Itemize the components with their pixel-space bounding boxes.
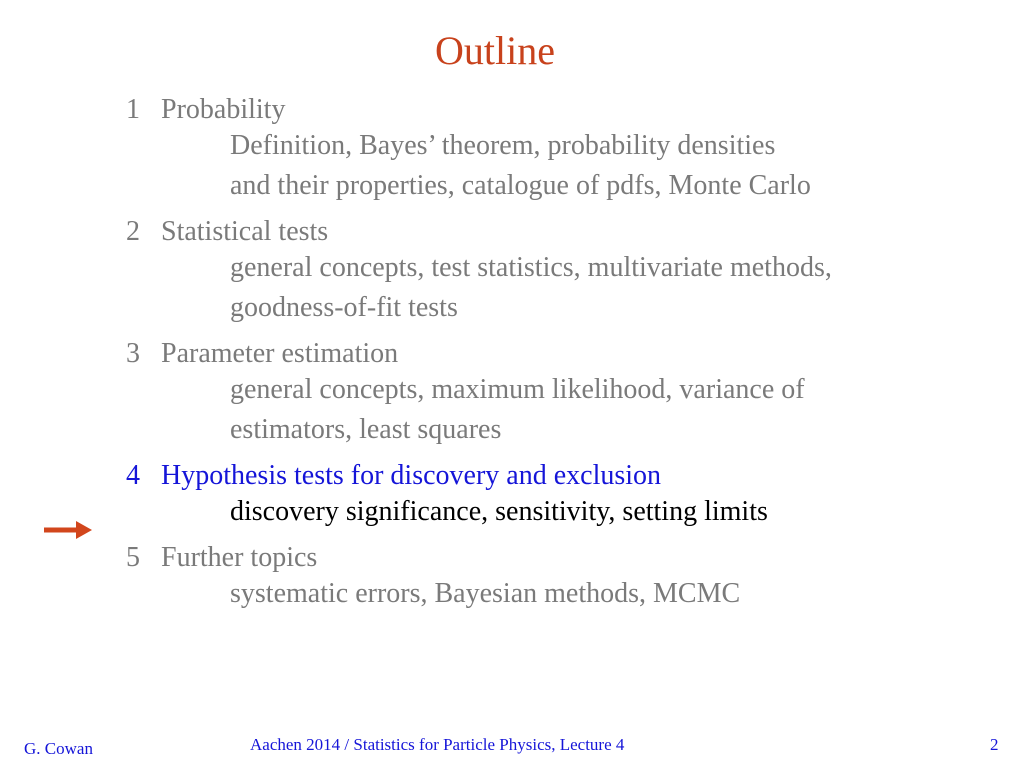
section-heading xyxy=(126,216,1006,248)
outline-section-further-topics xyxy=(126,542,1006,614)
section-heading xyxy=(126,338,1006,370)
footer-lecture-info: Aachen 2014 / Statistics for Particle Physics, Lecture 4 xyxy=(250,735,625,754)
outline-section-parameter-estimation xyxy=(126,338,1006,450)
section-title: Parameter estimation xyxy=(161,338,399,369)
page-number: 2 xyxy=(990,735,999,754)
footer-author: G. Cowan xyxy=(24,739,93,758)
section-heading-active xyxy=(126,460,1006,492)
section-title: Statistical tests xyxy=(161,216,329,247)
section-number: 2 xyxy=(126,216,140,247)
outline-section-hypothesis-tests xyxy=(126,460,1006,532)
slide-title: Outline xyxy=(435,28,555,73)
section-number: 5 xyxy=(126,542,140,573)
right-arrow-icon xyxy=(42,514,94,546)
section-detail-line: general concepts, test statistics, multivariate methods, xyxy=(230,252,832,283)
section-title: Further topics xyxy=(161,542,318,573)
section-detail-line: discovery significance, sensitivity, setting limits xyxy=(230,496,768,527)
section-detail-line: and their properties, catalogue of pdfs, Monte Carlo xyxy=(230,170,811,201)
section-number: 1 xyxy=(126,94,140,125)
section-title: Probability xyxy=(161,94,286,125)
section-detail-line: general concepts, maximum likelihood, variance of xyxy=(230,374,805,405)
section-detail-line: estimators, least squares xyxy=(230,414,502,445)
outline-section-statistical-tests xyxy=(126,216,1006,328)
section-heading xyxy=(126,542,1006,574)
section-detail-line: Definition, Bayes’ theorem, probability densities xyxy=(230,130,776,161)
section-detail-line: systematic errors, Bayesian methods, MCMC xyxy=(230,578,741,609)
section-detail-line: goodness-of-fit tests xyxy=(230,292,458,323)
section-number: 3 xyxy=(126,338,140,369)
section-title: Hypothesis tests for discovery and exclusion xyxy=(161,460,662,491)
outline-list xyxy=(126,94,1006,614)
section-number: 4 xyxy=(126,460,140,491)
section-heading xyxy=(126,94,1006,126)
outline-section-probability xyxy=(126,94,1006,206)
